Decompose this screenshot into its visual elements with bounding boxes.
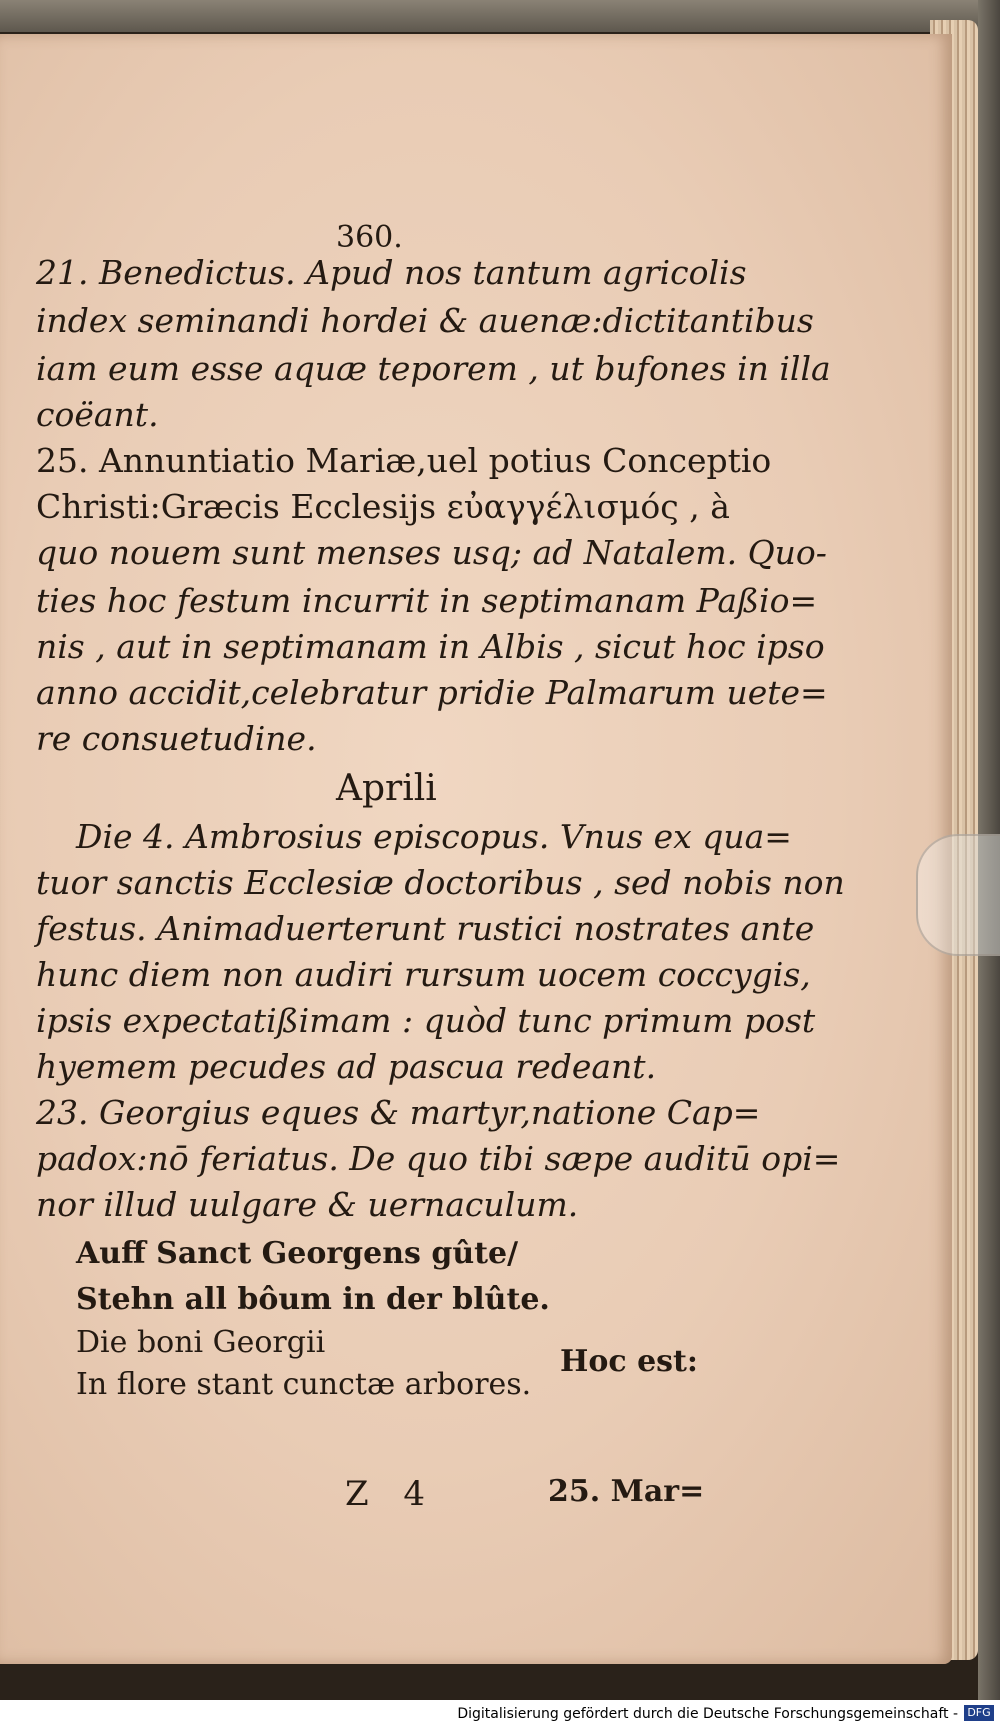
- text-line: padox:nō feriatus. De quo tibi sæpe auditū opi=: [36, 1139, 841, 1178]
- text-line: nor illud uulgare & uernaculum.: [36, 1185, 579, 1224]
- text-line: quo nouem sunt menses usq; ad Natalem. Quo-: [36, 533, 827, 572]
- footer-text: Digitalisierung gefördert durch die Deutsche Forschungsgemeinschaft -: [457, 1706, 958, 1722]
- text-line: ipsis expectatißimam : quòd tunc primum post: [36, 1001, 816, 1040]
- text-line: iam eum esse aquæ teporem , ut bufones in illa: [36, 349, 831, 388]
- signature-mark: Z 4: [345, 1474, 438, 1514]
- text-line: index seminandi hordei & auenæ:dictitantibus: [36, 301, 814, 340]
- text-line: festus. Animaduerterunt rustici nostrates ante: [36, 909, 815, 948]
- page-number: 360.: [336, 220, 403, 255]
- text-line: 23. Georgius eques & martyr,natione Cap=: [36, 1093, 761, 1132]
- digitization-footer: [0, 1700, 1000, 1727]
- text-line: anno accidit,celebratur pridie Palmarum uete=: [36, 673, 828, 712]
- text-line: tuor sanctis Ecclesiæ doctoribus , sed nobis non: [36, 863, 845, 902]
- book-page: [0, 34, 952, 1664]
- text-line: re consuetudine.: [36, 719, 317, 758]
- text-line: hyemem pecudes ad pascua redeant.: [36, 1047, 657, 1086]
- text-line: hunc diem non audiri rursum uocem coccygis,: [36, 955, 811, 994]
- text-line: nis , aut in septimanam in Albis , sicut hoc ipso: [36, 627, 825, 666]
- section-heading: Aprili: [336, 768, 437, 809]
- german-verse-line: Auff Sanct Georgens gûte/: [76, 1236, 519, 1271]
- text-line: Die 4. Ambrosius episcopus. Vnus ex qua=: [76, 817, 792, 856]
- text-line: 25. Annuntiatio Mariæ,uel potius Conceptio: [36, 441, 772, 480]
- book-cover-top: [0, 0, 1000, 32]
- catchword: 25. Mar=: [548, 1474, 705, 1509]
- text-line: coëant.: [36, 395, 159, 434]
- latin-verse-line: In flore stant cunctæ arbores.: [76, 1367, 532, 1402]
- text-line: Christi:Græcis Ecclesijs εὐαγγέλισμός , à: [36, 487, 730, 526]
- dfg-logo: DFG: [964, 1705, 994, 1721]
- latin-verse-line: Die boni Georgii: [76, 1325, 326, 1360]
- hoc-est-label: Hoc est:: [560, 1344, 698, 1379]
- german-verse-line: Stehn all bôum in der blûte.: [76, 1282, 550, 1317]
- text-line: ties hoc festum incurrit in septimanam Paßio=: [36, 581, 818, 620]
- text-line: 21. Benedictus. Apud nos tantum agricolis: [36, 253, 747, 292]
- page-clip: [916, 834, 1000, 956]
